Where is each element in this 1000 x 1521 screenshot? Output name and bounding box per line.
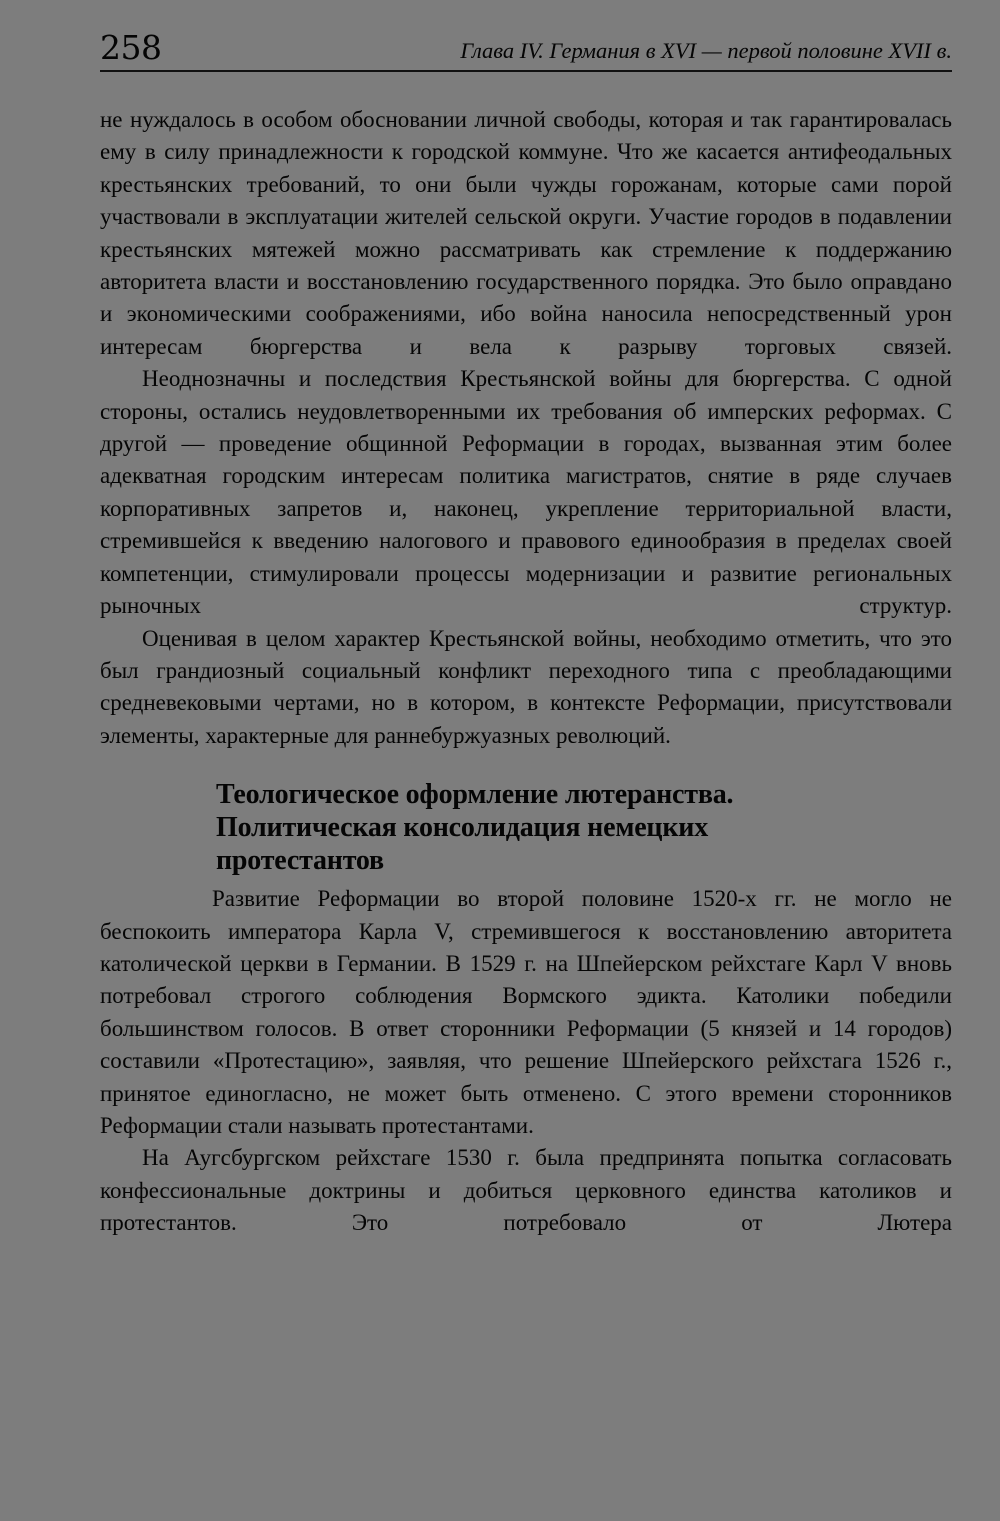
paragraph-augsburg-reichstag: На Аугсбургском рейхстаге 1530 г. была предпринята попытка согласовать конфессиональные доктрины и добиться церковного единства католиков и протестантов. Это потребовало от Лютера [100,1145,952,1236]
page-number: 258 [100,28,162,67]
section-heading [216,778,952,877]
body-text [100,104,952,1240]
section-heading-line-1: Теологическое оформление лютеранства. [216,779,734,811]
section-heading-line-3: протестантов [216,845,384,877]
chapter-title: Глава IV. Германия в XVI — первой половине XVII в. [460,38,952,63]
paragraph-speyer-reichstag: Развитие Реформации во второй половине 1520-х гг. не могло не беспокоить императора Карла V, стремившегося к восстановлению авторитета католической церкви в Германии. В 1529 г. на Шпейерском рейхстаге Карл V вновь потребовал строгого соблюдения Вормского эдикта. Католики победили большинством голосов. В ответ сторонники Реформации (5 князей и 14 городов) составили «Протестацию», заявляя, что решение Шпейерского рейхстага 1526 г., принятое единогласно, не может быть отменено. С этого времени сторонников Реформации стали называть протестантами. [100,886,952,1138]
section-heading-line-2: Политическая консолидация немецких [216,812,709,844]
paragraph-peasant-war-assessment: Оценивая в целом характер Крестьянской войны, необходимо отметить, что это был грандиозный социальный конфликт переходного типа с преобладающими средневековыми чертами, но в котором, в контексте Реформации, присутствовали элементы, характерные для раннебуржуазных революций. [100,625,952,748]
paragraph-continuation: не нуждалось в особом обосновании личной свободы, которая и так гарантировалась ему в силу принадлежности к городской коммуне. Что же касается антифеодальных крестьянских требований, то они были чужды горожанам, которые сами порой участвовали в эксплуатации жителей сельской округи. Участие городов в подавлении крестьянских мятежей можно рассматривать как стремление к поддержанию авторитета власти и восстановлению государственного порядка. Это было оправдано и экономическими соображениями, ибо война наносила непосредственный урон интересам бюргерства и вела к разрыву торговых связей. [100,107,952,359]
running-head [100,26,952,72]
paragraph-peasant-war-consequences: Неоднозначны и последствия Крестьянской войны для бюргерства. С одной стороны, остались неудовлетворенными их требования об имперских реформах. С другой — проведение общинной Реформации в городах, вызванная этим более адекватная городским интересам политика магистратов, снятие в ряде случаев корпоративных запретов и, наконец, укрепление территориальной власти, стремившейся к введению налогового и правового единообразия в пределах своей компетенции, стимулировали процессы модернизации и развитие региональных рыночных структур. [100,366,952,619]
